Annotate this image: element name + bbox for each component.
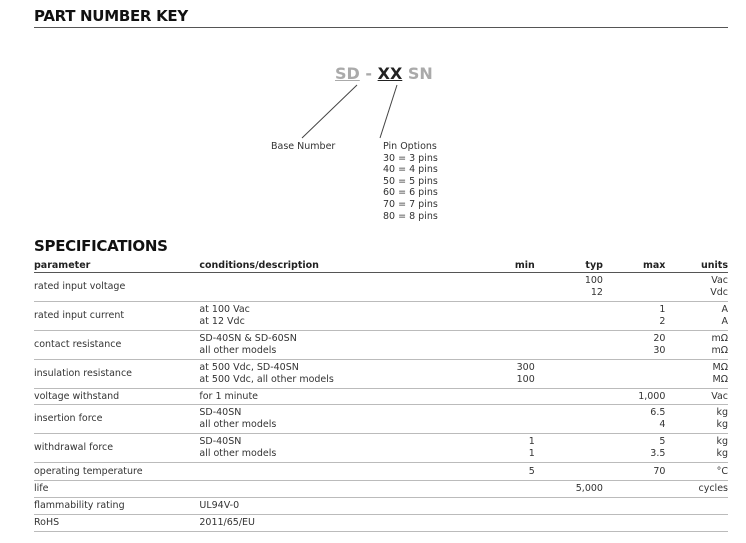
cell-conditions-line: all other models bbox=[199, 448, 277, 459]
pin-option-item: 30 = 3 pins bbox=[383, 152, 438, 164]
cell-conditions-line: SD-40SN & SD-60SN bbox=[199, 333, 297, 345]
cell-units bbox=[665, 463, 728, 481]
cell-min bbox=[463, 405, 535, 434]
cell-typ-line: 5,000 bbox=[575, 483, 603, 495]
cell-conditions bbox=[199, 389, 463, 405]
cell-units-line: MΩ bbox=[712, 374, 728, 385]
cell-units bbox=[665, 498, 728, 515]
cell-units-line: MΩ bbox=[712, 362, 728, 374]
cell-max-line: 1 bbox=[659, 304, 666, 316]
cell-units bbox=[665, 515, 728, 532]
cell-typ bbox=[535, 481, 603, 498]
table-row bbox=[34, 405, 728, 434]
cell-conditions-line: all other models bbox=[199, 419, 277, 430]
cell-max-line: 70 bbox=[653, 465, 666, 477]
cell-min-line: 1 bbox=[528, 448, 535, 459]
cell-max-line: 5 bbox=[659, 436, 666, 448]
cell-conditions-line: at 500 Vdc, SD-40SN bbox=[199, 362, 299, 374]
cell-conditions-line: UL94V-0 bbox=[199, 500, 240, 512]
table-row bbox=[34, 498, 728, 515]
pin-option-item: 80 = 8 pins bbox=[383, 210, 438, 222]
cell-units-line: Vac bbox=[711, 390, 728, 402]
pin-option-item: 50 = 5 pins bbox=[383, 175, 438, 187]
header-units: units bbox=[665, 259, 728, 273]
specifications-table bbox=[34, 259, 728, 532]
cell-units-line: A bbox=[721, 316, 728, 327]
cell-units bbox=[665, 389, 728, 405]
cell-conditions bbox=[199, 515, 463, 532]
cell-max bbox=[603, 273, 665, 302]
cell-units-line: cycles bbox=[698, 483, 728, 495]
cell-typ bbox=[535, 498, 603, 515]
callout-lines bbox=[0, 0, 746, 160]
cell-min bbox=[463, 515, 535, 532]
part-prefix: SD bbox=[335, 64, 360, 83]
cell-min-line: 5 bbox=[528, 465, 535, 477]
cell-units bbox=[665, 331, 728, 360]
cell-conditions bbox=[199, 331, 463, 360]
cell-min bbox=[463, 498, 535, 515]
cell-conditions-line: all other models bbox=[199, 345, 277, 356]
cell-units bbox=[665, 405, 728, 434]
cell-conditions bbox=[199, 481, 463, 498]
cell-units bbox=[665, 302, 728, 331]
cell-max-line: 4 bbox=[659, 419, 666, 430]
cell-max bbox=[603, 463, 665, 481]
cell-typ-line: 12 bbox=[590, 287, 603, 298]
cell-conditions-line: 2011/65/EU bbox=[199, 517, 255, 529]
cell-units bbox=[665, 273, 728, 302]
cell-min bbox=[463, 463, 535, 481]
cell-typ bbox=[535, 515, 603, 532]
cell-units-line: kg bbox=[716, 448, 728, 459]
cell-max bbox=[603, 331, 665, 360]
part-suffix: SN bbox=[407, 64, 433, 83]
cell-min bbox=[463, 273, 535, 302]
cell-max-line: 2 bbox=[659, 316, 666, 327]
cell-min bbox=[463, 331, 535, 360]
pin-options-list bbox=[383, 141, 438, 222]
cell-conditions bbox=[199, 405, 463, 434]
part-number-key-title: PART NUMBER KEY bbox=[34, 7, 188, 25]
cell-typ bbox=[535, 331, 603, 360]
cell-conditions bbox=[199, 498, 463, 515]
cell-parameter: insertion force bbox=[34, 405, 199, 434]
part-variable: XX bbox=[377, 64, 403, 83]
table-row bbox=[34, 434, 728, 463]
cell-conditions bbox=[199, 463, 463, 481]
cell-max bbox=[603, 302, 665, 331]
cell-units-line: kg bbox=[716, 407, 728, 419]
cell-units-line: kg bbox=[716, 436, 728, 448]
cell-min-line: 1 bbox=[528, 436, 535, 448]
table-row bbox=[34, 273, 728, 302]
cell-min bbox=[463, 481, 535, 498]
table-row bbox=[34, 331, 728, 360]
cell-conditions-line: SD-40SN bbox=[199, 436, 242, 448]
cell-max bbox=[603, 360, 665, 389]
cell-units-line: Vac bbox=[711, 275, 728, 287]
cell-parameter: contact resistance bbox=[34, 331, 199, 360]
cell-min-line: 100 bbox=[516, 374, 535, 385]
cell-conditions-line: for 1 minute bbox=[199, 390, 259, 402]
cell-typ-line: 100 bbox=[584, 275, 603, 287]
cell-parameter: insulation resistance bbox=[34, 360, 199, 389]
cell-typ bbox=[535, 302, 603, 331]
cell-parameter: rated input voltage bbox=[34, 273, 199, 302]
cell-units-line: mΩ bbox=[711, 345, 728, 356]
table-row bbox=[34, 389, 728, 405]
cell-min-line: 300 bbox=[516, 362, 535, 374]
table-header-row bbox=[34, 259, 728, 273]
cell-conditions bbox=[199, 273, 463, 302]
pin-option-item: 40 = 4 pins bbox=[383, 164, 438, 176]
cell-conditions bbox=[199, 302, 463, 331]
base-number-label: Base Number bbox=[271, 141, 336, 152]
cell-min bbox=[463, 434, 535, 463]
cell-conditions bbox=[199, 360, 463, 389]
cell-parameter: flammability rating bbox=[34, 498, 199, 515]
cell-typ bbox=[535, 273, 603, 302]
cell-units-line: mΩ bbox=[711, 333, 728, 345]
cell-max bbox=[603, 481, 665, 498]
pin-option-item: 70 = 7 pins bbox=[383, 198, 438, 210]
cell-typ bbox=[535, 434, 603, 463]
cell-typ bbox=[535, 389, 603, 405]
cell-max-line: 20 bbox=[653, 333, 666, 345]
header-max: max bbox=[603, 259, 665, 273]
cell-max bbox=[603, 498, 665, 515]
cell-units-line: A bbox=[721, 304, 728, 316]
cell-units bbox=[665, 434, 728, 463]
cell-parameter: operating temperature bbox=[34, 463, 199, 481]
cell-typ bbox=[535, 360, 603, 389]
pin-options-title: Pin Options bbox=[383, 141, 437, 152]
cell-max bbox=[603, 405, 665, 434]
cell-conditions-line: SD-40SN bbox=[199, 407, 242, 419]
cell-min bbox=[463, 302, 535, 331]
cell-min bbox=[463, 389, 535, 405]
header-min: min bbox=[463, 259, 535, 273]
cell-conditions-line: at 100 Vac bbox=[199, 304, 250, 316]
specifications-title: SPECIFICATIONS bbox=[34, 237, 168, 255]
cell-max-line: 1,000 bbox=[638, 390, 666, 402]
cell-parameter: rated input current bbox=[34, 302, 199, 331]
table-row bbox=[34, 515, 728, 532]
table-row bbox=[34, 463, 728, 481]
cell-max bbox=[603, 434, 665, 463]
cell-units-line: °C bbox=[716, 465, 728, 477]
cell-parameter: withdrawal force bbox=[34, 434, 199, 463]
header-conditions: conditions/description bbox=[199, 259, 463, 273]
cell-max-line: 30 bbox=[653, 345, 666, 356]
pin-option-item: 60 = 6 pins bbox=[383, 187, 438, 199]
base-number-callout-line bbox=[302, 85, 357, 138]
cell-typ bbox=[535, 463, 603, 481]
table-row bbox=[34, 360, 728, 389]
cell-max-line: 3.5 bbox=[650, 448, 666, 459]
header-parameter: parameter bbox=[34, 259, 199, 273]
cell-conditions bbox=[199, 434, 463, 463]
part-dash: - bbox=[365, 64, 373, 83]
table-row bbox=[34, 302, 728, 331]
cell-min bbox=[463, 360, 535, 389]
cell-parameter: RoHS bbox=[34, 515, 199, 532]
cell-conditions-line: at 500 Vdc, all other models bbox=[199, 374, 334, 385]
cell-conditions-line: at 12 Vdc bbox=[199, 316, 245, 327]
cell-units bbox=[665, 481, 728, 498]
cell-units bbox=[665, 360, 728, 389]
cell-max bbox=[603, 515, 665, 532]
header-typ: typ bbox=[535, 259, 603, 273]
cell-units-line: kg bbox=[716, 419, 728, 430]
cell-parameter: voltage withstand bbox=[34, 389, 199, 405]
cell-units-line: Vdc bbox=[710, 287, 728, 298]
table-row bbox=[34, 481, 728, 498]
pin-options-callout-line bbox=[380, 85, 397, 138]
cell-max-line: 6.5 bbox=[650, 407, 666, 419]
cell-typ bbox=[535, 405, 603, 434]
cell-parameter: life bbox=[34, 481, 199, 498]
cell-max bbox=[603, 389, 665, 405]
